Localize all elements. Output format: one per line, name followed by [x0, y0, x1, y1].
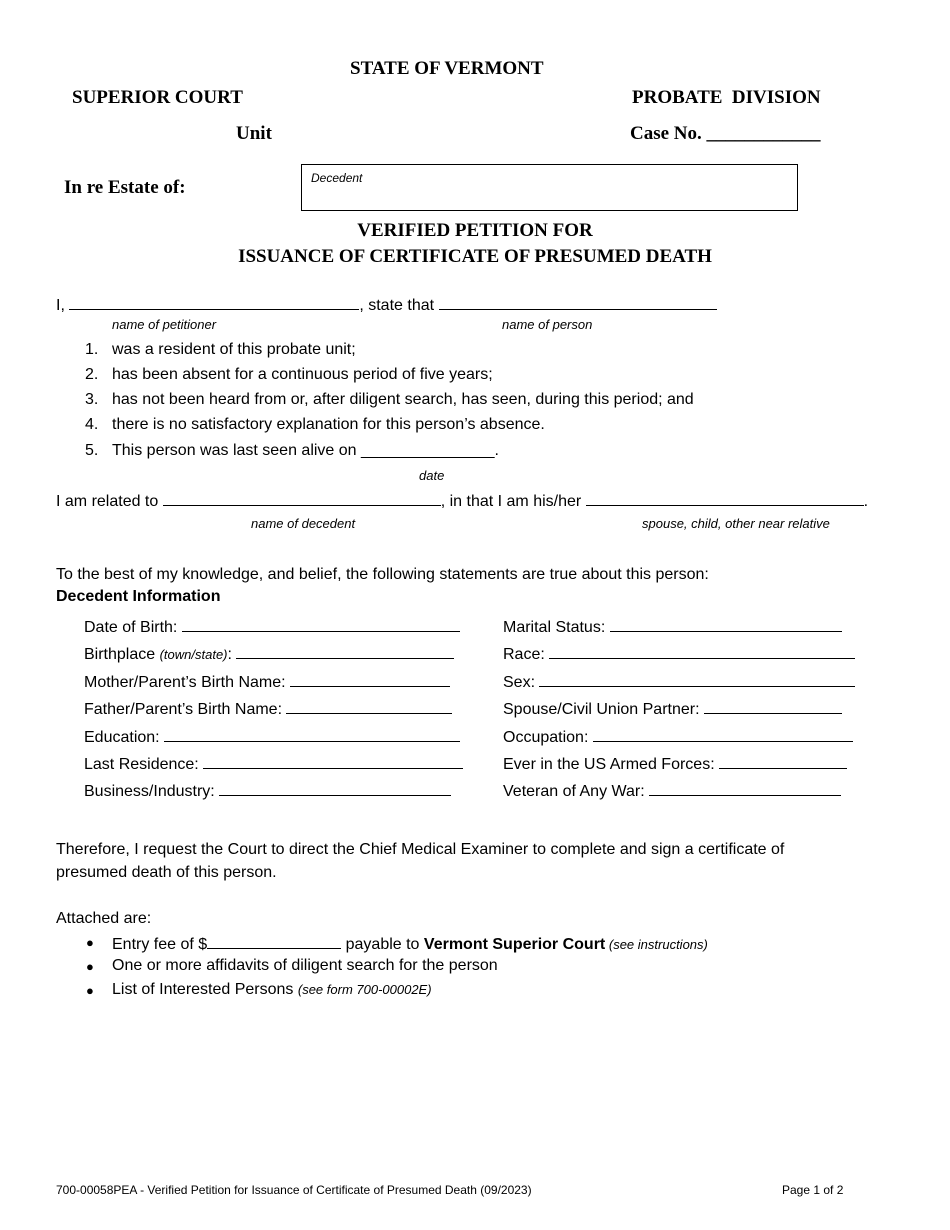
petitioner-name-field[interactable] — [69, 294, 359, 310]
marital-status-row: Marital Status: — [503, 616, 842, 637]
request-line-1: Therefore, I request the Court to direct the Chief Medical Examiner to complete and sign a certificate of — [56, 841, 785, 858]
division-name: PROBATE DIVISION — [632, 87, 821, 108]
date-of-birth-row: Date of Birth: — [84, 616, 460, 637]
entry-fee-amount-field[interactable] — [207, 933, 341, 949]
person-caption: name of person — [502, 317, 593, 332]
father-birth-name-field[interactable] — [286, 698, 452, 714]
sex-field[interactable] — [539, 671, 855, 687]
affidavits-item: One or more affidavits of diligent search for the person — [112, 957, 498, 974]
birthplace-row: Birthplace (town/state): — [84, 643, 454, 664]
marital-status-field[interactable] — [610, 616, 842, 632]
date-of-birth-field[interactable] — [182, 616, 460, 632]
relation-caption: spouse, child, other near relative — [642, 516, 830, 531]
petitioner-caption: name of petitioner — [112, 317, 217, 332]
list-item: was a resident of this probate unit; — [112, 341, 356, 358]
bullet-icon: ● — [86, 935, 94, 950]
decedent-name-field[interactable] — [301, 164, 798, 211]
page-title-line-2: ISSUANCE OF CERTIFICATE OF PRESUMED DEATH — [238, 246, 712, 267]
case-number-field[interactable]: Case No. ____________ — [630, 123, 821, 144]
relationship-field[interactable] — [586, 490, 864, 506]
birthplace-field[interactable] — [236, 643, 454, 659]
decedent-name-caption: name of decedent — [251, 516, 356, 531]
race-row: Race: — [503, 643, 855, 664]
veteran-row: Veteran of Any War: — [503, 780, 841, 801]
veteran-field[interactable] — [649, 780, 841, 796]
list-item-number: 1. — [85, 341, 99, 358]
armed-forces-row: Ever in the US Armed Forces: — [503, 753, 847, 774]
estate-label: In re Estate of: — [64, 177, 186, 198]
spouse-row: Spouse/Civil Union Partner: — [503, 698, 842, 719]
mother-name-row: Mother/Parent’s Birth Name: — [84, 671, 450, 692]
list-item: there is no satisfactory explanation for this person’s absence. — [112, 416, 545, 433]
mother-birth-name-field[interactable] — [290, 671, 450, 687]
request-line-2: presumed death of this person. — [56, 864, 277, 881]
form-id-footer: 700-00058PEA - Verified Petition for Issuance of Certificate of Presumed Death (09/2023) — [56, 1183, 532, 1197]
business-industry-row: Business/Industry: — [84, 780, 451, 801]
bullet-icon: ● — [86, 983, 94, 998]
father-name-row: Father/Parent’s Birth Name: — [84, 698, 452, 719]
court-name: SUPERIOR COURT — [72, 87, 243, 108]
occupation-field[interactable] — [593, 726, 853, 742]
decedent-caption: Decedent — [311, 171, 363, 185]
last-residence-field[interactable] — [203, 753, 463, 769]
list-item: has not been heard from or, after diligent search, has seen, during this period; and — [112, 391, 694, 408]
attached-heading: Attached are: — [56, 910, 152, 927]
decedent-info-heading: Decedent Information — [56, 588, 221, 605]
bullet-icon: ● — [86, 959, 94, 974]
race-field[interactable] — [549, 643, 855, 659]
list-item-number: 3. — [85, 391, 99, 408]
person-name-field[interactable] — [439, 294, 717, 310]
armed-forces-field[interactable] — [719, 753, 847, 769]
interested-persons-item: List of Interested Persons (see form 700-00002E) — [112, 981, 432, 998]
page-number: Page 1 of 2 — [782, 1183, 844, 1197]
list-item-number: 5. — [85, 442, 99, 459]
state-heading: STATE OF VERMONT — [350, 58, 544, 79]
education-row: Education: — [84, 726, 460, 747]
education-field[interactable] — [164, 726, 460, 742]
knowledge-statement: To the best of my knowledge, and belief, the following statements are true about this person: — [56, 566, 709, 583]
petitioner-line: I, , state that — [56, 294, 717, 315]
occupation-row: Occupation: — [503, 726, 853, 747]
list-item-number: 2. — [85, 366, 99, 383]
sex-row: Sex: — [503, 671, 855, 692]
business-industry-field[interactable] — [219, 780, 451, 796]
list-item: has been absent for a continuous period of five years; — [112, 366, 493, 383]
last-residence-row: Last Residence: — [84, 753, 463, 774]
spouse-partner-field[interactable] — [704, 698, 842, 714]
last-seen-date-field[interactable]: This person was last seen alive on _______________. — [112, 442, 499, 459]
relation-line: I am related to , in that I am his/her . — [56, 490, 868, 511]
decedent-relation-name-field[interactable] — [163, 490, 441, 506]
date-caption: date — [419, 468, 445, 483]
list-item-number: 4. — [85, 416, 99, 433]
entry-fee-item: Entry fee of $ payable to Vermont Superior Court (see instructions) — [112, 933, 708, 954]
page-title-line-1: VERIFIED PETITION FOR — [357, 220, 593, 241]
unit-label: Unit — [236, 123, 272, 144]
